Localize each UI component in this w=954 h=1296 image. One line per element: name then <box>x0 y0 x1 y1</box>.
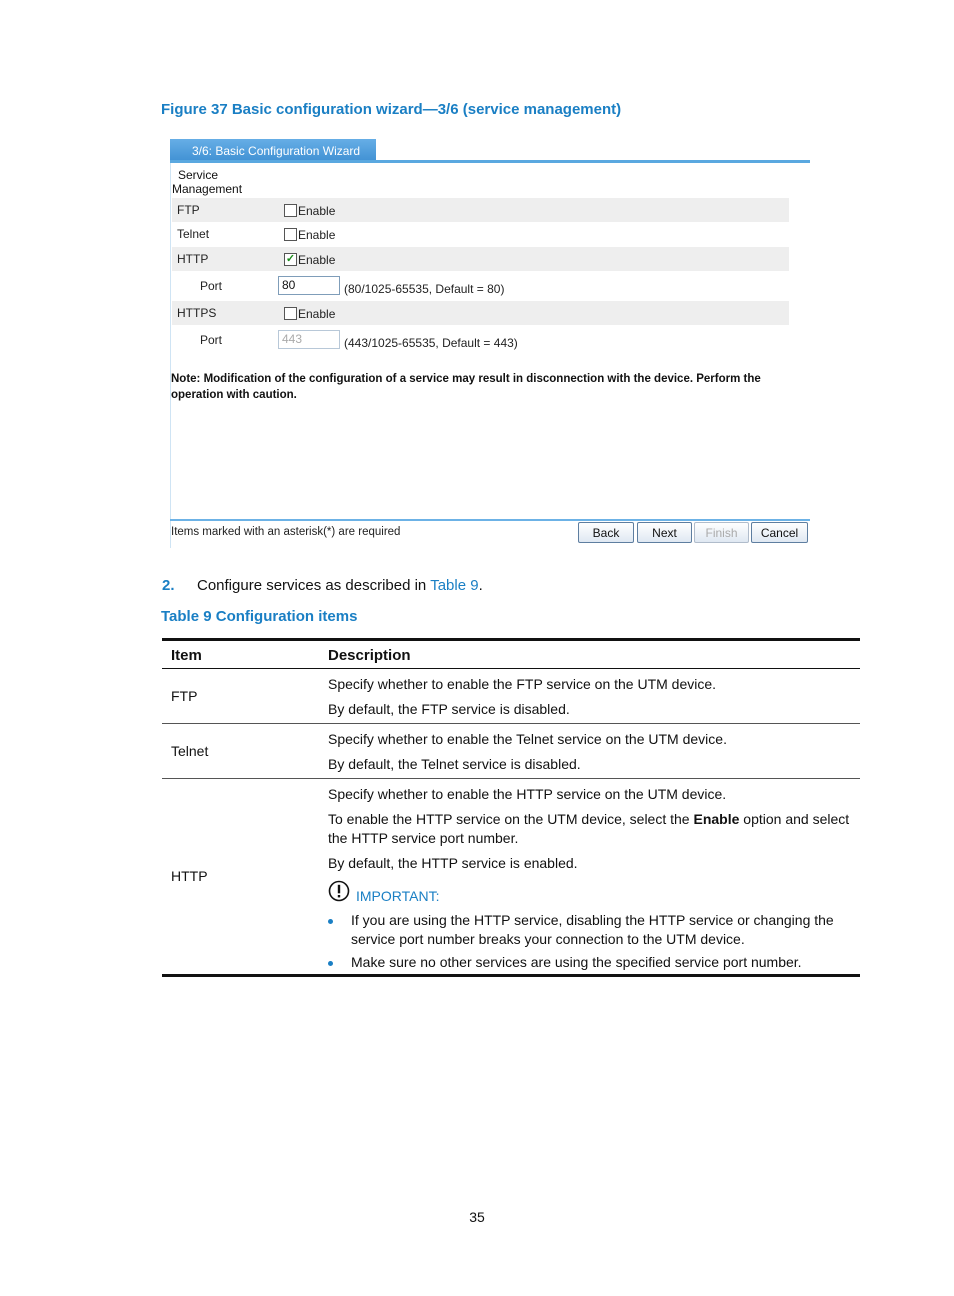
panel-left-border <box>170 163 171 548</box>
ftp-desc1: Specify whether to enable the FTP service on the UTM device. <box>328 676 717 692</box>
required-note: Items marked with an asterisk(*) are required <box>171 526 401 538</box>
config-table <box>162 638 860 978</box>
telnet-desc1: Specify whether to enable the Telnet service on the UTM device. <box>328 731 727 747</box>
ftp-label: FTP <box>177 203 200 217</box>
ftp-enable-label[interactable]: Enable <box>298 204 336 218</box>
telnet-label: Telnet <box>177 227 210 241</box>
https-enable-checkbox[interactable] <box>284 307 297 320</box>
table-link[interactable]: Table 9 <box>430 577 479 594</box>
https-enable-label[interactable]: Enable <box>298 307 336 321</box>
http-port-input[interactable]: 80 <box>278 276 340 295</box>
http-enable-checkbox[interactable] <box>284 253 297 266</box>
https-port-row <box>172 328 789 352</box>
http-row <box>172 247 789 271</box>
step-number: 2. <box>162 577 175 594</box>
https-label: HTTPS <box>177 306 217 320</box>
header-description: Description <box>328 647 411 664</box>
telnet-row <box>172 222 789 246</box>
footer-divider <box>170 519 810 521</box>
item-http: HTTP <box>171 868 208 884</box>
wizard-panel <box>170 135 810 550</box>
table-top-rule <box>162 638 860 641</box>
http-bullet2: Make sure no other services are using the specified service port number. <box>351 954 802 970</box>
http-desc1: Specify whether to enable the HTTP service on the UTM device. <box>328 786 727 802</box>
http-port-hint: (80/1025-65535, Default = 80) <box>344 282 505 296</box>
back-button[interactable]: Back <box>578 522 634 543</box>
item-ftp: FTP <box>171 688 198 704</box>
ftp-enable-checkbox[interactable] <box>284 204 297 217</box>
finish-button[interactable]: Finish <box>694 522 749 543</box>
note-line1: Note: Modification of the configuration of a service may result in disconnection with the device. Perform the <box>171 373 761 385</box>
http-bullet1: If you are using the HTTP service, disabling the HTTP service or changing the service port number breaks your connection to the UTM device. <box>351 912 834 947</box>
section-title-line1: Service <box>178 168 219 182</box>
https-port-label: Port <box>200 333 223 347</box>
next-button[interactable]: Next <box>637 522 692 543</box>
http-label: HTTP <box>177 252 209 266</box>
https-port-hint: (443/1025-65535, Default = 443) <box>344 336 518 350</box>
caution-note <box>171 371 771 403</box>
note-line2: operation with caution. <box>171 389 297 401</box>
http-desc2-bold: Enable <box>693 811 740 827</box>
step-text <box>197 577 483 594</box>
http-desc2-before: To enable the HTTP service on the UTM device, select the <box>328 811 694 827</box>
section-title-line2: Management <box>172 182 243 196</box>
http-port-label: Port <box>200 279 223 293</box>
wizard-tab[interactable]: 3/6: Basic Configuration Wizard <box>170 139 376 163</box>
step-text-before: Configure services as described in <box>197 577 431 594</box>
ftp-row <box>172 198 789 222</box>
page-number: 35 <box>469 1209 485 1225</box>
http-desc3: By default, the HTTP service is enabled. <box>328 855 578 871</box>
ftp-desc2: By default, the FTP service is disabled. <box>328 701 570 717</box>
important-icon <box>328 880 350 902</box>
checkmark-icon: ✓ <box>285 253 296 265</box>
http-enable-label[interactable]: Enable <box>298 253 336 267</box>
bullet-dot-icon <box>328 954 336 962</box>
row-divider <box>162 778 860 779</box>
row-divider <box>162 723 860 724</box>
section-title <box>172 168 242 196</box>
header-rule <box>162 668 860 669</box>
table-bottom-rule <box>162 974 860 977</box>
important-label: IMPORTANT: <box>356 888 440 904</box>
header-item: Item <box>171 647 202 664</box>
http-desc2 <box>328 810 853 848</box>
telnet-desc2: By default, the Telnet service is disabled. <box>328 756 581 772</box>
https-row <box>172 301 789 325</box>
table-caption: Table 9 Configuration items <box>161 608 358 625</box>
cancel-button[interactable]: Cancel <box>751 522 808 543</box>
bullet-dot-icon <box>328 912 336 920</box>
tab-underline <box>170 160 810 163</box>
http-port-row <box>172 274 789 298</box>
step-text-after: . <box>478 577 483 594</box>
https-port-input[interactable]: 443 <box>278 330 340 349</box>
figure-caption: Figure 37 Basic configuration wizard—3/6 (service management) <box>161 101 622 118</box>
item-telnet: Telnet <box>171 743 209 759</box>
telnet-enable-checkbox[interactable] <box>284 228 297 241</box>
telnet-enable-label[interactable]: Enable <box>298 228 336 242</box>
http-desc2-after: option and select the HTTP service port number. <box>328 811 850 846</box>
